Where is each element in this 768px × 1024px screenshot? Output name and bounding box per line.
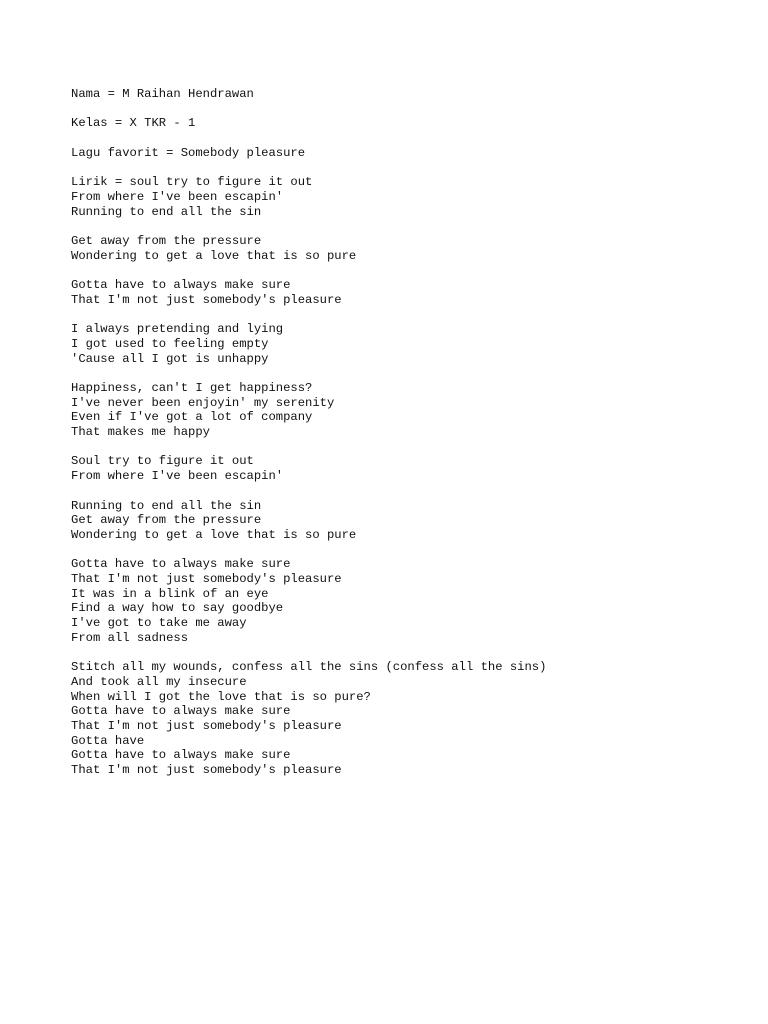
lyric-line: Wondering to get a love that is so pure [71,248,357,263]
lyric-line: That makes me happy [71,425,210,440]
lyric-line: I got used to feeling empty [71,336,269,351]
lyric-line: Get away from the pressure [71,233,262,248]
lyric-line: I've never been enjoyin' my serenity [71,395,335,410]
lyric-line: Even if I've got a lot of company [71,410,313,425]
lyric-line: 'Cause all I got is unhappy [71,351,269,366]
lyrics-verse [71,381,751,440]
lyric-line: I've got to take me away [71,616,247,631]
lyrics-verse [71,322,751,366]
lyric-line: When will I got the love that is so pure? [71,689,371,704]
name-block [71,87,751,102]
lyric-line: And took all my insecure [71,674,247,689]
song-block [71,146,751,161]
lyric-line: Gotta have [71,733,145,748]
lyrics-verse [71,499,751,543]
lyric-line: Running to end all the sin [71,498,262,513]
lyric-line: Wondering to get a love that is so pure [71,527,357,542]
favorite-song: Lagu favorit = Somebody pleasure [71,145,306,160]
lyric-line: From where I've been escapin' [71,469,284,484]
class-block [71,116,751,131]
lyrics-verse [71,278,751,307]
lyric-line: Running to end all the sin [71,204,262,219]
lyrics-verse [71,557,751,645]
student-class: Kelas = X TKR - 1 [71,116,196,131]
student-name: Nama = M Raihan Hendrawan [71,87,254,101]
lyric-line: Get away from the pressure [71,513,262,528]
lyric-line: It was in a blink of an eye [71,586,269,601]
lyric-line: That I'm not just somebody's pleasure [71,572,342,587]
lyric-line: Find a way how to say goodbye [71,601,284,616]
lyric-line: Gotta have to always make sure [71,704,291,719]
lyric-line: Lirik = soul try to figure it out [71,175,313,190]
lyrics-verse [71,234,751,263]
lyrics-verse [71,454,751,483]
lyric-line: From all sadness [71,630,189,645]
lyric-line: Gotta have to always make sure [71,557,291,572]
lyric-line: That I'm not just somebody's pleasure [71,719,342,734]
lyrics-verse [71,175,751,219]
lyric-line: That I'm not just somebody's pleasure [71,292,342,307]
lyric-line: Stitch all my wounds, confess all the sins (confess all the sins) [71,660,547,675]
document-page [71,87,751,793]
lyric-line: That I'm not just somebody's pleasure [71,763,342,778]
lyric-line: I always pretending and lying [71,322,284,337]
lyric-line: Soul try to figure it out [71,454,254,469]
lyrics-verse [71,660,751,778]
lyric-line: From where I've been escapin' [71,189,284,204]
lyric-line: Happiness, can't I get happiness? [71,380,313,395]
lyric-line: Gotta have to always make sure [71,278,291,293]
lyric-line: Gotta have to always make sure [71,748,291,763]
